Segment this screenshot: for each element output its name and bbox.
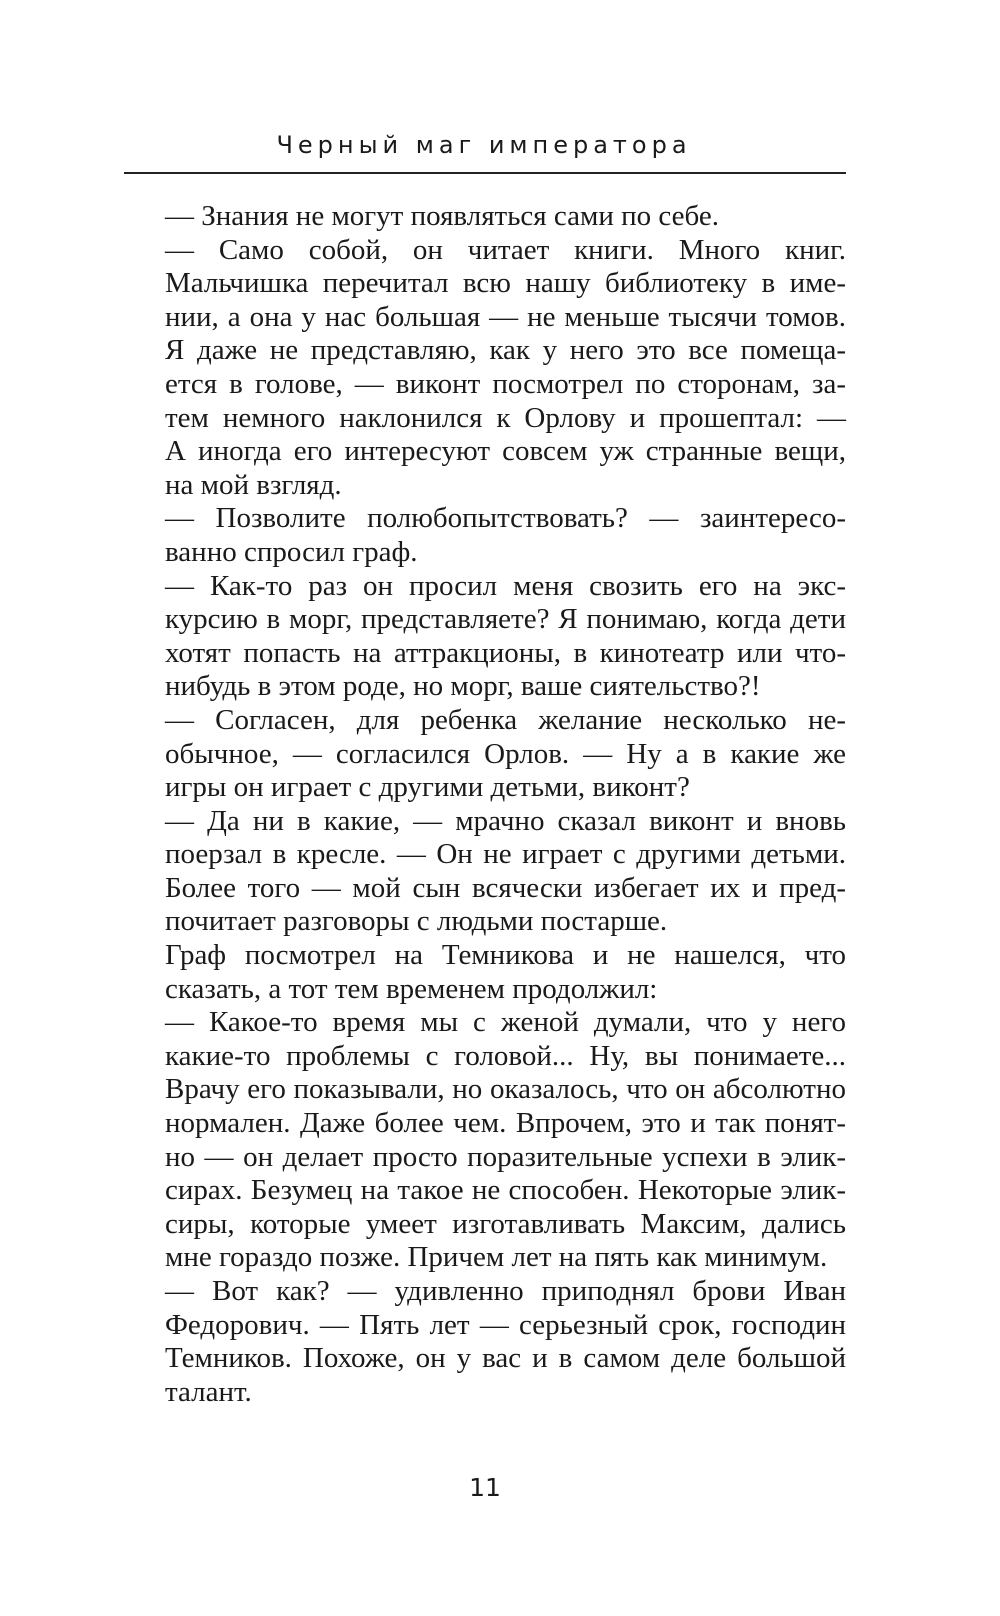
running-head: Черный маг императора (276, 131, 692, 159)
body-text (124, 200, 846, 1409)
text-line: на мой взгляд. (165, 468, 342, 501)
text-line: сирах. Безумец на такое не способен. Некоторые элик- (165, 1174, 846, 1207)
text-line: — Да ни в какие, — мрачно сказал виконт и вновь (165, 804, 846, 837)
text-line: тем немного наклонился к Орлову и прошептал: — (165, 401, 846, 434)
text-line: Граф посмотрел на Темникова и не нашелся, что (165, 939, 846, 972)
text-line: нибудь в этом роде, но морг, ваше сиятельство?! (165, 670, 761, 703)
page-number: 11 (469, 1473, 501, 1502)
paragraph (124, 939, 846, 1006)
paragraph (124, 200, 846, 234)
text-line: — Как-то раз он просил меня свозить его на экс- (165, 569, 846, 602)
text-line: хотят попасть на аттракционы, в кинотеатр или что- (165, 636, 846, 669)
paragraph (124, 570, 846, 704)
text-line: поерзал в кресле. — Он не играет с другими детьми. (165, 838, 846, 871)
text-line: — Какое-то время мы с женой думали, что у него (165, 1006, 846, 1039)
text-line: почитает разговоры с людьми постарше. (165, 905, 668, 938)
text-line: А иногда его интересуют совсем уж странные вещи, (165, 435, 846, 468)
paragraph (124, 234, 846, 503)
text-line: — Знания не могут появляться сами по себе. (165, 200, 719, 232)
text-line: — Позволите полюбопытствовать? — заинтересо- (165, 502, 846, 535)
text-line: Темников. Похоже, он у вас и в самом деле большой (165, 1342, 846, 1375)
paragraph (124, 704, 846, 805)
text-line: Федорович. — Пять лет — серьезный срок, господин (165, 1308, 846, 1341)
paragraph (124, 1006, 846, 1275)
text-line: обычное, — согласился Орлов. — Ну а в какие же (165, 737, 846, 770)
text-line: нормален. Даже более чем. Впрочем, это и так понят- (165, 1107, 846, 1140)
text-line: Более того — мой сын всячески избегает их и пред- (165, 871, 846, 904)
text-line: — Согласен, для ребенка желание несколько не- (165, 703, 846, 736)
text-line: — Само собой, он читает книги. Много книг. (165, 233, 846, 266)
paragraph (124, 502, 846, 569)
text-line: Я даже не представляю, как у него это все помеща- (165, 334, 846, 367)
text-line: мне гораздо позже. Причем лет на пять как минимум. (165, 1241, 828, 1274)
text-line: ется в голове, — виконт посмотрел по сторонам, за- (165, 367, 846, 400)
text-line: какие-то проблемы с головой... Ну, вы понимаете... (165, 1039, 846, 1072)
text-line: сиры, которые умеет изготавливать Максим, дались (165, 1207, 846, 1240)
paragraph (124, 1275, 846, 1409)
text-line: талант. (165, 1375, 252, 1408)
text-line: Мальчишка перечитал всю нашу библиотеку в име- (165, 267, 846, 300)
text-line: Врачу его показывали, но оказалось, что он абсолютно (165, 1073, 846, 1106)
text-line: курсию в морг, представляете? Я понимаю, когда дети (165, 603, 846, 636)
header-rule (124, 172, 846, 174)
text-line: нии, а она у нас большая — не меньше тысячи томов. (165, 300, 846, 333)
text-line: ванно спросил граф. (165, 535, 418, 568)
text-line: игры он играет с другими детьми, виконт? (165, 771, 690, 804)
text-line: сказать, а тот тем временем продолжил: (165, 972, 658, 1005)
text-line: — Вот как? — удивленно приподнял брови Иван (165, 1275, 846, 1307)
paragraph (124, 805, 846, 939)
text-line: но — он делает просто поразительные успехи в элик- (165, 1140, 846, 1173)
